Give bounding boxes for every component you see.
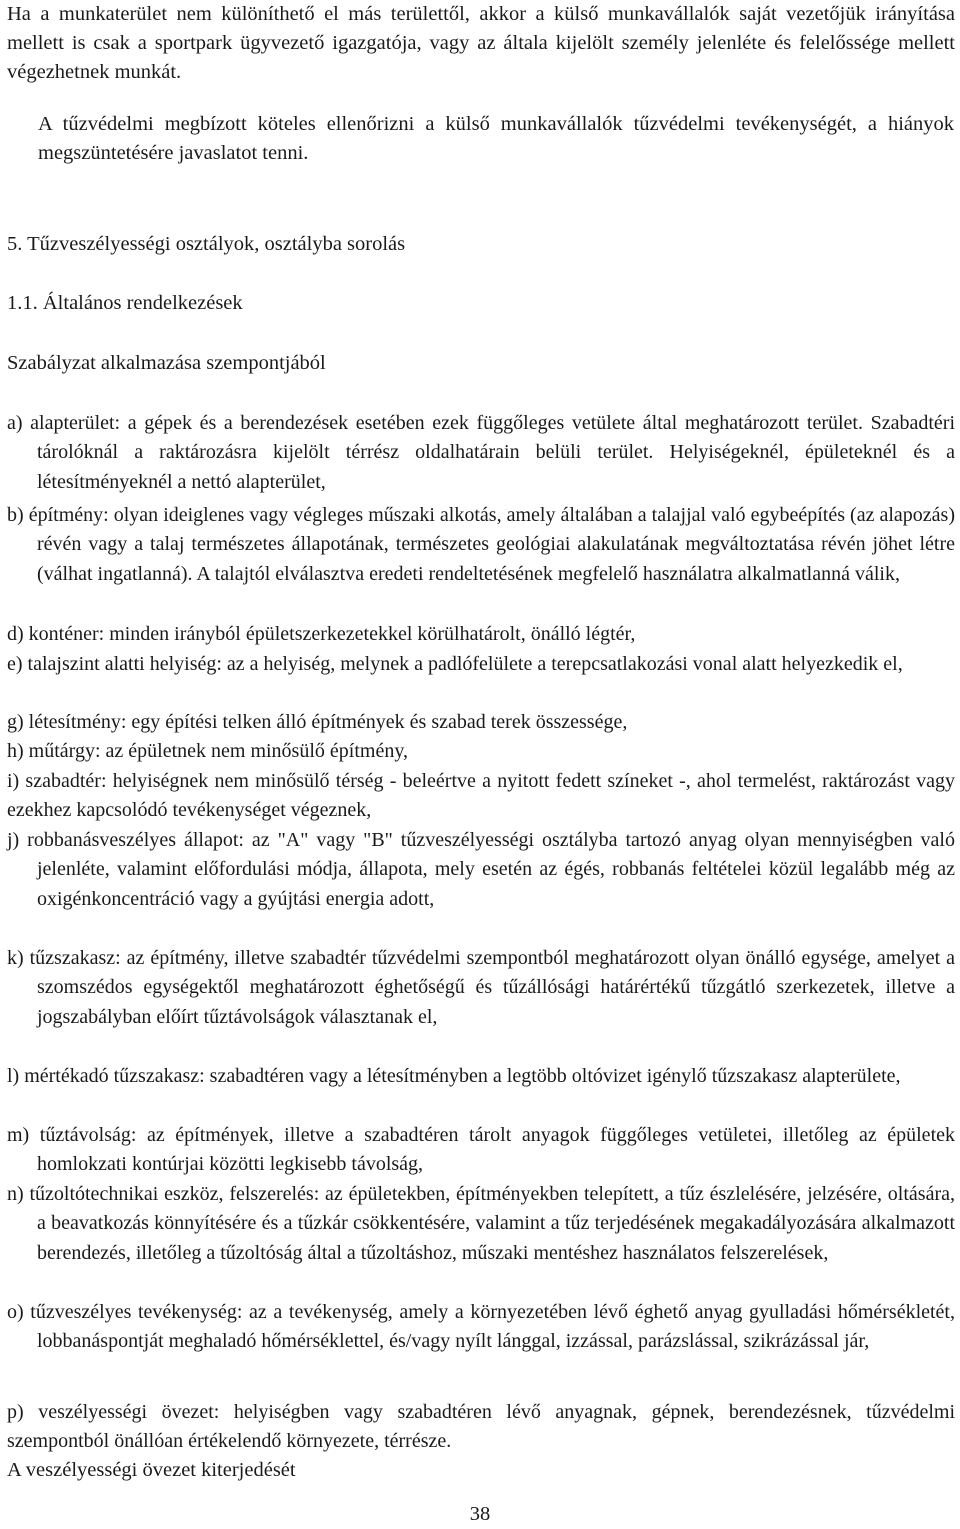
definition-g: g) létesítmény: egy építési telken álló építmények és szabad terek összessége, — [7, 711, 628, 733]
definition-m: m) tűztávolság: az építmények, illetve a szabadtéren tárolt anyagok függőleges vetületei, illetőleg az épületek homlokzati kontúrjai közötti legkisebb távolság, — [7, 1124, 955, 1176]
definition-p: p) veszélyességi övezet: helyiségben vagy szabadtéren lévő anyagnak, gépnek, berendezésnek, tűzvédelmi szempontból önállóan értékelendő környezete, térrésze. — [7, 1401, 955, 1453]
definition-k: k) tűzszakasz: az építmény, illetve szabadtér tűzvédelmi szempontból meghatározott olyan önálló egysége, amelyet a szomszédos egységektől meghatározott éghetőségű és tűzállósági határértékű tűzgátló szerkezetek, illetve a jogszabályban előírt tűztávolságok választanak el, — [7, 947, 955, 1028]
intro-paragraph-2: A tűzvédelmi megbízott köteles ellenőrizni a külső munkavállalók tűzvédelmi tevékenységét, a hiányok megszüntetésére javaslatot tenni. — [38, 113, 954, 164]
section-heading: 5. Tűzveszélyességi osztályok, osztályba sorolás — [7, 233, 406, 255]
page-number: 38 — [469, 1503, 491, 1525]
definition-l: l) mértékadó tűzszakasz: szabadtéren vagy a létesítményben a legtöbb oltóvizet igénylő tűzszakasz alapterülete, — [7, 1065, 901, 1087]
definition-d: d) konténer: minden irányból épületszerkezetekkel körülhatárolt, önálló légtér, — [7, 623, 636, 645]
definition-n: n) tűzoltótechnikai eszköz, felszerelés: az épületekben, építményekben telepített, a tűz észlelésére, jelzésére, oltására, a beavatkozás könnyítésére és a tűzkár csökkentésére, valamint a tűz terjedésének megakadályozására alkalmazott berendezés, illetőleg a tűzoltóság által a tűzoltáshoz, műszaki mentéshez használatos felszerelések, — [7, 1183, 955, 1264]
intro-paragraph-1: Ha a munkaterület nem különíthető el más területtől, akkor a külső munkavállalók saját vezetőjük irányítása mellett is csak a sportpark ügyvezető igazgatója, vagy az általa kijelölt személy jelenléte és felelőssége mellett végezhetnek munkát. — [7, 3, 955, 83]
definition-i: i) szabadtér: helyiségnek nem minősülő térség - beleértve a nyitott fedett színeket -, ahol termelést, raktározást vagy ezekhez kapcsolódó tevékenységet végeznek, — [7, 770, 955, 822]
definition-e: e) talajszint alatti helyiség: az a helyiség, melynek a padlófelülete a terepcsatlakozási vonal alatt helyezkedik el, — [7, 653, 903, 675]
definition-a: a) alapterület: a gépek és a berendezések esetében ezek függőleges vetülete által meghatározott terület. Szabadtéri tárolóknál a raktározásra kijelölt térrész oldalhatárain belüli terület. Helyiségeknél, épületeknél és a létesítményeknél a nettó alapterület, — [7, 412, 955, 493]
definition-j: j) robbanásveszélyes állapot: az "A" vagy "B" tűzveszélyességi osztályba tartozó anyag olyan mennyiségben való jelenléte, valamint előfordulási módja, állapota, mely esetén az égés, robbanás feltételei közül legalább még az oxigénkoncentráció vagy a gyújtási energia adott, — [7, 829, 955, 910]
definition-o: o) tűzveszélyes tevékenység: az a tevékenység, amely a környezetében lévő éghető anyag gyulladási hőmérsékletét, lobbanáspontját meghaladó hőmérséklettel, és/vagy nyílt lánggal, izzással, parázslással, szikrázással jár, — [7, 1301, 955, 1353]
closing-line: A veszélyességi övezet kiterjedését — [7, 1459, 296, 1481]
definition-h: h) műtárgy: az épületnek nem minősülő építmény, — [7, 740, 409, 762]
definition-b: b) építmény: olyan ideiglenes vagy végleges műszaki alkotás, amely általában a talajjal való egybeépítés (az alapozás) révén vagy a talaj természetes állapotának, természetes geológiai alakulatának megváltoztatása révén jöhet létre (válhat ingatlanná). A talajtól elválasztva eredeti rendeltetésének megfelelő használatra alkalmatlanná válik, — [7, 504, 955, 585]
subsection-heading: 1.1. Általános rendelkezések — [7, 292, 243, 314]
subsection-intro: Szabályzat alkalmazása szempontjából — [7, 352, 326, 374]
